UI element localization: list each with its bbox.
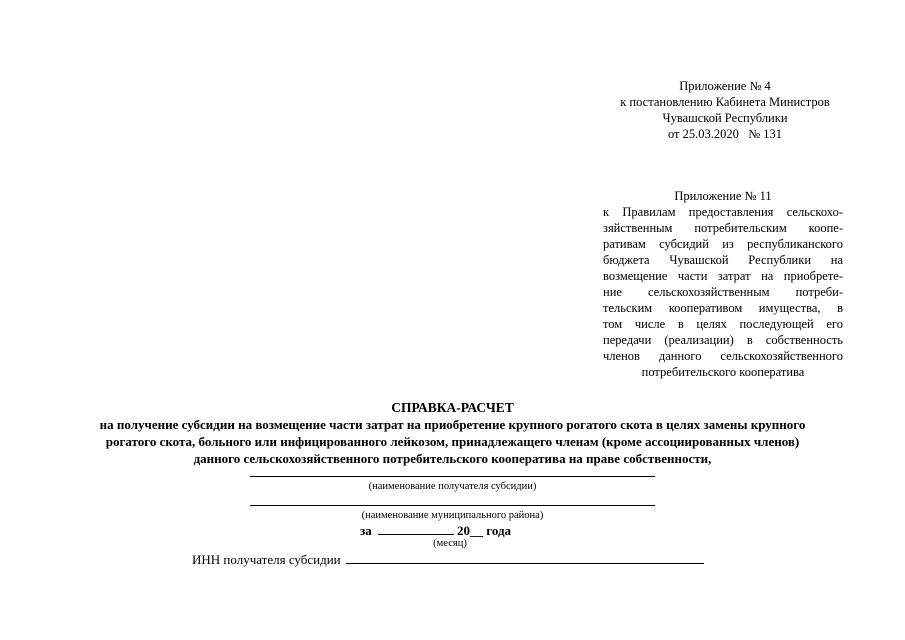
period-year: 20__ (456, 523, 483, 538)
document-heading: СПРАВКА-РАСЧЕТ (391, 400, 514, 415)
inn-row (192, 551, 704, 568)
month-caption: (месяц) (433, 538, 467, 549)
recipient-name-caption: (наименование получателя субсидии) (368, 481, 537, 492)
document-subtitle-line: на получение субсидии на возмещение части затрат на приобретение крупного рогатого скота в целях замены крупного (99, 417, 806, 432)
appendix-11-line: бюджета Чувашской Республики на (603, 253, 843, 267)
appendix-11-title: Приложение № 11 (674, 189, 772, 203)
document-title-block (60, 399, 845, 467)
inn-label: ИНН получателя субсидии (192, 552, 341, 567)
appendix-11-line: зяйственным потребительским коопе- (603, 221, 843, 235)
appendix-11-line: возмещение части затрат на приобрете- (603, 269, 843, 283)
appendix-4-header (600, 78, 850, 142)
district-name-field[interactable] (250, 505, 655, 506)
appendix-11-line: членов данного сельскохозяйственного (603, 349, 843, 363)
appendix-11-line: потребительского кооператива (641, 365, 805, 379)
appendix-11-header (603, 188, 843, 380)
appendix-11-line: тельским кооперативом имущества, в (603, 301, 843, 315)
document-subtitle-line: данного сельскохозяйственного потребительского кооператива на праве собственности, (193, 451, 712, 466)
appendix-4-title: Приложение № 4 (679, 79, 771, 93)
appendix-11-line: том числе в целях последующей его (603, 317, 843, 331)
appendix-4-date-number: от 25.03.2020 № 131 (667, 127, 783, 141)
appendix-11-line: ние сельскохозяйственным потреби- (603, 285, 843, 299)
appendix-11-line: ративам субсидий из республиканского (603, 237, 843, 251)
period-line (360, 523, 511, 539)
period-prefix: за (360, 523, 372, 538)
appendix-11-line: передачи (реализации) в собственность (603, 333, 843, 347)
document-subtitle-line: рогатого скота, больного или инфицированного лейкозом, принадлежащего членам (кроме ассоциированных членов) (105, 434, 800, 449)
appendix-11-line: к Правилам предоставления сельскохо- (603, 205, 843, 219)
month-field[interactable] (378, 523, 454, 535)
appendix-4-line: Чувашской Республики (662, 111, 788, 125)
district-name-caption: (наименование муниципального района) (361, 510, 544, 521)
period-suffix: года (486, 523, 512, 538)
appendix-4-line: к постановлению Кабинета Министров (620, 95, 830, 109)
inn-field[interactable] (346, 551, 704, 564)
recipient-name-field[interactable] (250, 476, 655, 477)
